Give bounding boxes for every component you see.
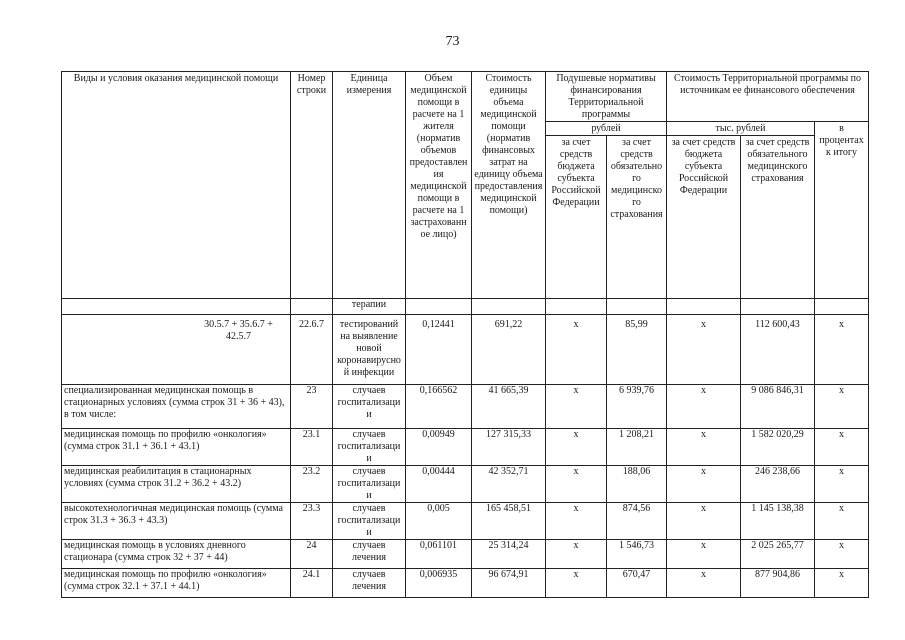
- table-row: [62, 429, 869, 466]
- row-oms-norm: 670,47: [607, 569, 667, 598]
- header-budget-cost: за счет средств бюджета субъекта Российской Федерации: [667, 136, 741, 299]
- table-row: [62, 540, 869, 569]
- row-unit: случаев лечения: [333, 569, 406, 598]
- row-oms-norm: 6 939,76: [607, 385, 667, 429]
- row-oms-cost: 246 238,66: [741, 466, 815, 503]
- row-unit: случаев госпитализации: [333, 429, 406, 466]
- header-row-number: Номер строки: [291, 72, 333, 299]
- row-budget-norm: х: [546, 385, 607, 429]
- row-oms-norm: 188,06: [607, 466, 667, 503]
- row-cost: 42 352,71: [472, 466, 546, 503]
- table-row: [62, 385, 869, 429]
- medical-care-cost-table: [61, 71, 869, 598]
- row-unit: тестирований на выявление новой коронавирусной инфекции: [333, 315, 406, 385]
- row-name: медицинская помощь по профилю «онкология» (сумма строк 32.1 + 37.1 + 44.1): [62, 569, 291, 598]
- row-cost: 41 665,39: [472, 385, 546, 429]
- row-budget-cost: х: [667, 385, 741, 429]
- table-row: [62, 299, 869, 315]
- row-volume: 0,061101: [406, 540, 472, 569]
- row-cost: 127 315,33: [472, 429, 546, 466]
- header-budget-norm: за счет средств бюджета субъекта Российской Федерации: [546, 136, 607, 299]
- row-unit: случаев госпитализации: [333, 385, 406, 429]
- row-unit: случаев госпитализации: [333, 503, 406, 540]
- row-number: 23: [291, 385, 333, 429]
- row-name: медицинская помощь в условиях дневного стационара (сумма строк 32 + 37 + 44): [62, 540, 291, 569]
- header-rubles: рублей: [546, 122, 667, 136]
- table-row: [62, 466, 869, 503]
- row-cost: 96 674,91: [472, 569, 546, 598]
- row-percent: х: [815, 466, 869, 503]
- row-oms-norm: 1 546,73: [607, 540, 667, 569]
- header-volume: Объем медицинской помощи в расчете на 1 жителя (норматив объемов предоставления медицинской помощи в расчете на 1 застрахованное лицо): [406, 72, 472, 299]
- row-percent: х: [815, 540, 869, 569]
- row-volume: 0,006935: [406, 569, 472, 598]
- row-budget-norm: х: [546, 429, 607, 466]
- row-unit: случаев лечения: [333, 540, 406, 569]
- header-percent: в процентах к итогу: [815, 122, 869, 299]
- row-name: специализированная медицинская помощь в стационарных условиях (сумма строк 31 + 36 + 43), в том числе:: [62, 385, 291, 429]
- row-volume: 0,00949: [406, 429, 472, 466]
- row-number: 23.2: [291, 466, 333, 503]
- row-oms-cost: 877 904,86: [741, 569, 815, 598]
- row-number: 23.3: [291, 503, 333, 540]
- header-thousand-rubles: тыс. рублей: [667, 122, 815, 136]
- row-oms-cost: 9 086 846,31: [741, 385, 815, 429]
- row-name: 30.5.7 + 35.6.7 + 42.5.7: [62, 315, 291, 385]
- row-number: 24.1: [291, 569, 333, 598]
- row-budget-norm: х: [546, 569, 607, 598]
- row-budget-cost: х: [667, 503, 741, 540]
- row-budget-norm: [546, 299, 607, 315]
- row-budget-cost: х: [667, 429, 741, 466]
- header-unit: Единица измерения: [333, 72, 406, 299]
- row-oms-norm: [607, 299, 667, 315]
- row-name: высокотехнологичная медицинская помощь (сумма строк 31.3 + 36.3 + 43.3): [62, 503, 291, 540]
- row-budget-cost: х: [667, 540, 741, 569]
- table-row: [62, 569, 869, 598]
- row-oms-norm: 874,56: [607, 503, 667, 540]
- row-oms-norm: 1 208,21: [607, 429, 667, 466]
- row-number: 23.1: [291, 429, 333, 466]
- row-oms-cost: 1 145 138,38: [741, 503, 815, 540]
- row-cost: [472, 299, 546, 315]
- row-cost: 691,22: [472, 315, 546, 385]
- row-budget-norm: х: [546, 315, 607, 385]
- row-budget-cost: [667, 299, 741, 315]
- row-budget-cost: х: [667, 569, 741, 598]
- row-unit: терапии: [333, 299, 406, 315]
- table-row: [62, 503, 869, 540]
- row-percent: х: [815, 503, 869, 540]
- row-number: 24: [291, 540, 333, 569]
- row-budget-cost: х: [667, 315, 741, 385]
- row-oms-cost: 2 025 265,77: [741, 540, 815, 569]
- header-program-cost: Стоимость Территориальной программы по источникам ее финансового обеспечения: [667, 72, 869, 122]
- row-volume: 0,005: [406, 503, 472, 540]
- table-row: [62, 315, 869, 385]
- header-oms-cost: за счет средств обязательного медицинского страхования: [741, 136, 815, 299]
- row-volume: [406, 299, 472, 315]
- row-name: [62, 299, 291, 315]
- row-cost: 25 314,24: [472, 540, 546, 569]
- header-unit-cost: Стоимость единицы объема медицинской помощи (норматив финансовых затрат на единицу объема предоставления медицинской помощи): [472, 72, 546, 299]
- page-number: 73: [445, 34, 460, 49]
- row-oms-cost: 112 600,43: [741, 315, 815, 385]
- header-per-capita-norms: Подушевые нормативы финансирования Территориальной программы: [546, 72, 667, 122]
- row-budget-cost: х: [667, 466, 741, 503]
- header-oms-norm: за счет средств обязательного медицинского страхования: [607, 136, 667, 299]
- row-cost: 165 458,51: [472, 503, 546, 540]
- row-budget-norm: х: [546, 540, 607, 569]
- row-budget-norm: х: [546, 503, 607, 540]
- row-volume: 0,166562: [406, 385, 472, 429]
- row-number: [291, 299, 333, 315]
- row-percent: х: [815, 569, 869, 598]
- row-name: медицинская помощь по профилю «онкология» (сумма строк 31.1 + 36.1 + 43.1): [62, 429, 291, 466]
- row-percent: х: [815, 385, 869, 429]
- row-oms-cost: 1 582 020,29: [741, 429, 815, 466]
- row-oms-norm: 85,99: [607, 315, 667, 385]
- row-percent: [815, 299, 869, 315]
- row-oms-cost: [741, 299, 815, 315]
- row-unit: случаев госпитализации: [333, 466, 406, 503]
- row-number: 22.6.7: [291, 315, 333, 385]
- row-volume: 0,00444: [406, 466, 472, 503]
- row-percent: х: [815, 429, 869, 466]
- row-percent: х: [815, 315, 869, 385]
- row-budget-norm: х: [546, 466, 607, 503]
- header-name: Виды и условия оказания медицинской помощи: [62, 72, 291, 299]
- row-volume: 0,12441: [406, 315, 472, 385]
- row-name: медицинская реабилитация в стационарных условиях (сумма строк 31.2 + 36.2 + 43.2): [62, 466, 291, 503]
